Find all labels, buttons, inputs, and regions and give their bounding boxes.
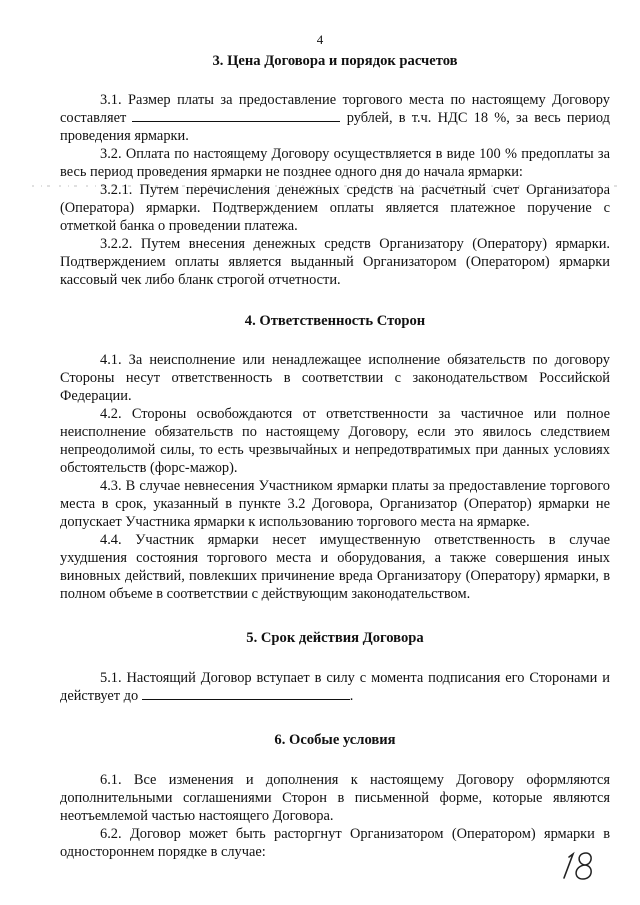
scan-noise-line (32, 182, 622, 190)
clause-4-1: 4.1. За неисполнение или ненадлежащее исполнение обязательств по договору Стороны несут ответственность в соответствии с законодательством Российской Федерации. (60, 352, 610, 404)
section-5-term (60, 629, 610, 705)
clause-3-1-text-a: 3.1. Размер платы за предоставление торгового места по настоящему Договору составляет (60, 92, 610, 126)
contract-body (60, 52, 610, 861)
section-6-special-conditions (60, 731, 610, 861)
clause-3-1-text-b: рублей, в т.ч. НДС 18 %, за весь период проведения ярмарки. (60, 110, 610, 144)
handwritten-18-mark (560, 848, 600, 882)
clause-3-2: 3.2. Оплата по настоящему Договору осуществляется в виде 100 % предоплаты за весь период проведения ярмарки не позднее одного дня до начала ярмарки: (60, 146, 610, 180)
section-6-heading: 6. Особые условия (274, 732, 396, 748)
clause-5-1-end: . (349, 688, 354, 704)
clause-3-2-2: 3.2.2. Путем внесения денежных средств Организатору (Оператору) ярмарки. Подтверждением оплаты является выданный Организатором (Оператором) ярмарки кассовый чек либо бланк строгой отчетности. (60, 236, 610, 288)
section-4-heading: 4. Ответственность Сторон (244, 313, 426, 329)
clause-5-1-text: 5.1. Настоящий Договор вступает в силу с момента подписания его Сторонами и действует до (60, 670, 610, 704)
clause-6-1: 6.1. Все изменения и дополнения к настоящему Договору оформляются дополнительными соглашениями Сторон в письменной форме, которые являются неотъемлемой частью настоящего Договора. (60, 772, 610, 824)
clause-3-1 (60, 91, 610, 145)
term-date-blank-field (142, 687, 350, 700)
section-4-liability (60, 312, 610, 603)
clause-4-3: 4.3. В случае невнесения Участником ярмарки платы за предоставление торгового места в срок, указанный в пункте 3.2 Договора, Организатор (Оператор) ярмарки не допускает Участника ярмарки к использованию торгового места на ярмарке. (60, 478, 610, 530)
handwritten-page-number (560, 848, 600, 887)
clause-3-2-1: 3.2.1. Путем перечисления денежных средств на расчетный счет Организатора (Оператора) ярмарки. Подтверждением оплаты является платежное поручение с отметкой банка о проведении платежа. (60, 182, 610, 234)
section-3-heading: 3. Цена Договора и порядок расчетов (212, 53, 458, 69)
clause-4-2: 4.2. Стороны освобождаются от ответственности за частичное или полное неисполнение обязательств по настоящему Договору, если это явилось следствием непреодолимой силы, то есть чрезвычайных и непредотвратимых при данных условиях обстоятельств (форс-мажор). (60, 406, 610, 476)
price-blank-field (132, 109, 340, 122)
section-5-heading: 5. Срок действия Договора (246, 630, 424, 646)
section-3-price-payment (60, 52, 610, 289)
clause-6-2: 6.2. Договор может быть расторгнут Организатором (Оператором) ярмарки в одностороннем порядке в случае: (60, 826, 610, 860)
clause-5-1 (60, 669, 610, 705)
clause-4-4: 4.4. Участник ярмарки несет имущественную ответственность в случае ухудшения состояния торгового места и оборудования, а также совершения иных виновных действий, повлекших причинение вреда Организатору (Оператору) ярмарки, в полном объеме в соответствии с действующим законодательством. (60, 532, 610, 602)
page-number: 4 (316, 32, 324, 47)
